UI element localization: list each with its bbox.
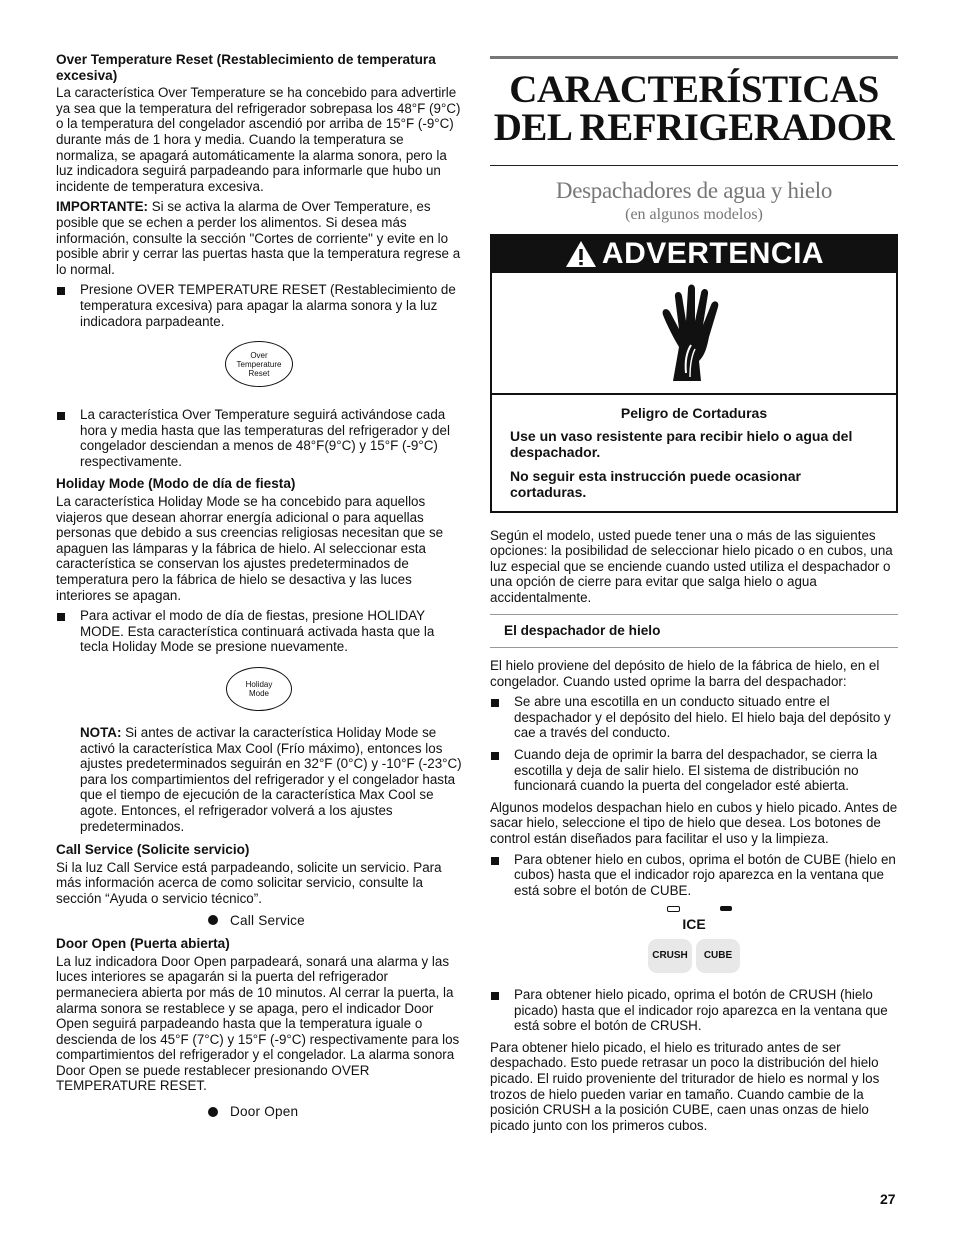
door-open-heading: Door Open (Puerta abierta)	[56, 936, 230, 952]
list-item: La característica Over Temperature seguirá activándose cada hora y media hasta que las temperaturas del refrigerador y del congelador desciendan a menos de 48°F(9°C) y 15°F (-9°C) respectivamente.	[56, 407, 462, 469]
ice-label: ICE	[682, 916, 706, 933]
cube-indicator-window-icon	[720, 906, 732, 911]
important-text: Si se activa la alarma de Over Temperature, es posible que se echen a perder los alimentos. Si desea más información, consulte la sección "Cortes de corriente" y evite en lo posible abrir y cerrar las puertas hasta que la temperatura regrese a lo normal.	[56, 199, 461, 277]
over-temp-paragraph: La característica Over Temperature se ha concebido para advertirle ya sea que la temperatura del refrigerador sobrepasa los 48°F (9°C) o la temperatura del congelador ascendió por arriba de 15°F (-9°C) durante más de 1 hora y media. Cuando la temperatura se normaliza, se apagará automáticamente la alarma sonora, pero la luz indicadora seguirá parpadeando para informarle que hubo un incidente de temperatura excesiva.	[56, 85, 461, 194]
warning-header-text: ADVERTENCIA	[601, 237, 825, 271]
intro-paragraph: Según el modelo, usted puede tener una o más de las siguientes opciones: la posibilidad de seleccionar hielo picado o en cubos, una luz especial que se enciende cuando usted utiliza el despachador o una opción de cierre para evitar que salga hielo o agua accidentalmente.	[490, 527, 893, 605]
left-column	[56, 52, 462, 1120]
list-item: Para obtener hielo picado, oprima el botón de CRUSH (hielo picado) hasta que el indicador rojo aparezca en la ventana que está sobre el botón de CRUSH.	[490, 987, 898, 1034]
ice-dispenser-heading: El despachador de hielo	[490, 614, 898, 648]
button-line: Mode	[248, 689, 269, 698]
list-item: Se abre una escotilla en un conducto situado entre el despachador y el depósito del hielo. El hielo baja del depósito y cae a través del conducto.	[490, 694, 898, 741]
indicator-label: Door Open	[230, 1104, 299, 1120]
important-label: IMPORTANTE:	[56, 199, 148, 215]
warning-triangle-icon	[564, 239, 598, 269]
call-service-indicator	[208, 913, 462, 929]
section-subtitle: Despachadores de agua y hielo	[555, 178, 833, 203]
title-line: CARACTERÍSTICAS	[509, 68, 879, 111]
warning-line: Use un vaso resistente para recibir hielo o agua del despachador.	[510, 427, 853, 460]
important-paragraph	[56, 199, 462, 277]
indicator-label: Call Service	[230, 912, 305, 928]
title-bottom-rule	[490, 165, 898, 166]
holiday-paragraph: La característica Holiday Mode se ha concebido para aquellos viajeros que desean ahorrar energía adicional o para aquellas personas que debido a sus creencias religiosas necesitan que se apaguen las lámparas y la fábrica de hielo. Al seleccionar esta característica se conservan los ajustes predeterminados de temperatura pero la fábrica de hielo se desactiva y las luces interiores se apagan.	[56, 494, 444, 603]
holiday-button-figure	[56, 667, 462, 711]
crush-indicator-window-icon	[667, 906, 680, 912]
indicator-light-icon	[208, 915, 218, 925]
note-paragraph	[56, 725, 462, 834]
section-subtitle-note: (en algunos modelos)	[625, 206, 763, 223]
warning-line: No seguir esta instrucción puede ocasionar cortaduras.	[510, 467, 801, 500]
warning-header	[492, 236, 896, 272]
ice-paragraph: El hielo proviene del depósito de hielo de la fábrica de hielo, en el congelador. Cuando usted oprime la barra del despachador:	[490, 658, 880, 689]
list-item: Para activar el modo de día de fiestas, presione HOLIDAY MODE. Esta característica continuará activada hasta que la tecla Holiday Mode se presione nuevamente.	[56, 608, 462, 655]
note-text: Si antes de activar la característica Holiday Mode se activó la característica Max Cool (Frío máximo), entonces los ajustes predeterminados seguirán en 32°F (0°C) y -10°F (-23°C) para los compartimientos del refrigerador y el congelador hasta que el tiempo de ejecución de la característica Max Cool se agote. Entonces, el refrigerador volverá a los ajustes predeterminados.	[80, 725, 462, 834]
indicator-light-icon	[208, 1107, 218, 1117]
list-item: Cuando deja de oprimir la barra del despachador, se cierra la escotilla y deja de salir hielo. El sistema de distribución no funcionará cuando la puerta del congelador esté abierta.	[490, 747, 898, 794]
title-line: DEL REFRIGERADOR	[493, 106, 895, 149]
holiday-mode-button[interactable]	[226, 667, 292, 711]
holiday-heading: Holiday Mode (Modo de día de fiesta)	[56, 476, 296, 492]
button-line: Temperature	[236, 359, 282, 369]
over-temp-button-figure	[56, 341, 462, 387]
ice-indicator-row	[667, 906, 732, 912]
cube-button[interactable]: CUBE	[696, 939, 740, 973]
button-line: Reset	[248, 368, 270, 378]
page-number: 27	[880, 1191, 896, 1207]
list-item: Presione OVER TEMPERATURE RESET (Restablecimiento de temperatura excesiva) para apagar la alarma sonora y la luz indicadora parpadeante.	[56, 282, 462, 329]
crush-paragraph: Para obtener hielo picado, el hielo es triturado antes de ser despachado. Esto puede retrasar un poco la distribución del hielo picado. El ruido proveniente del triturador de hielo es normal y los trozos de hielo pueden variar en tamaño. Cuando cambie de la posición CRUSH a la posición CUBE, caen unas onzas de hielo picado junto con los primeros cubos.	[490, 1039, 880, 1133]
door-open-indicator	[208, 1104, 462, 1120]
over-temp-heading: Over Temperature Reset (Restablecimiento de temperatura excesiva)	[56, 52, 436, 83]
door-open-paragraph: La luz indicadora Door Open parpadeará, sonará una alarma y las luces interiores se apagarán si la puerta del refrigerador permaneciera abierta por más de 10 minutos. Al cerrar la puerta, la alarma sonora se restablece y se apaga, pero el indicador Door Open seguirá parpadeando hasta que la temperatura iguale o descienda de los 45°F (7°C) y 15°F (-9°C) respectivamente para los compartimientos del refrigerador y el congelador. La alarma sonora Door Open se puede restablecer presionando OVER TEMPERATURE RESET.	[56, 953, 460, 1094]
ice-control-panel	[490, 906, 898, 973]
cut-hazard-figure	[492, 272, 896, 395]
button-line: Holiday	[245, 680, 273, 689]
button-line: Over	[250, 350, 268, 360]
call-service-heading: Call Service (Solicite servicio)	[56, 842, 250, 858]
call-service-paragraph: Si la luz Call Service está parpadeando, solicite un servicio. Para más información acerca de como solicitar servicio, consulte la sección “Ayuda o servicio técnico”.	[56, 859, 442, 906]
over-temperature-reset-button[interactable]	[225, 341, 293, 387]
right-column	[490, 56, 898, 1138]
list-item: Para obtener hielo en cubos, oprima el botón de CUBE (hielo en cubos) hasta que el indicador rojo aparezca en la ventana que está sobre el botón de CUBE.	[490, 852, 898, 899]
crush-button[interactable]: CRUSH	[648, 939, 692, 973]
ice-types-paragraph: Algunos modelos despachan hielo en cubos y hielo picado. Antes de sacar hielo, seleccione el tipo de hielo que desea. Los botones de control están diseñados para facilitar el uso y la limpieza.	[490, 799, 898, 846]
ice-buttons	[648, 939, 740, 973]
warning-text	[492, 395, 896, 511]
cut-hand-icon	[639, 281, 749, 385]
page-title	[490, 59, 898, 165]
note-label: NOTA:	[80, 725, 122, 740]
warning-danger-title: Peligro de Cortaduras	[620, 405, 768, 421]
warning-box	[490, 234, 898, 513]
